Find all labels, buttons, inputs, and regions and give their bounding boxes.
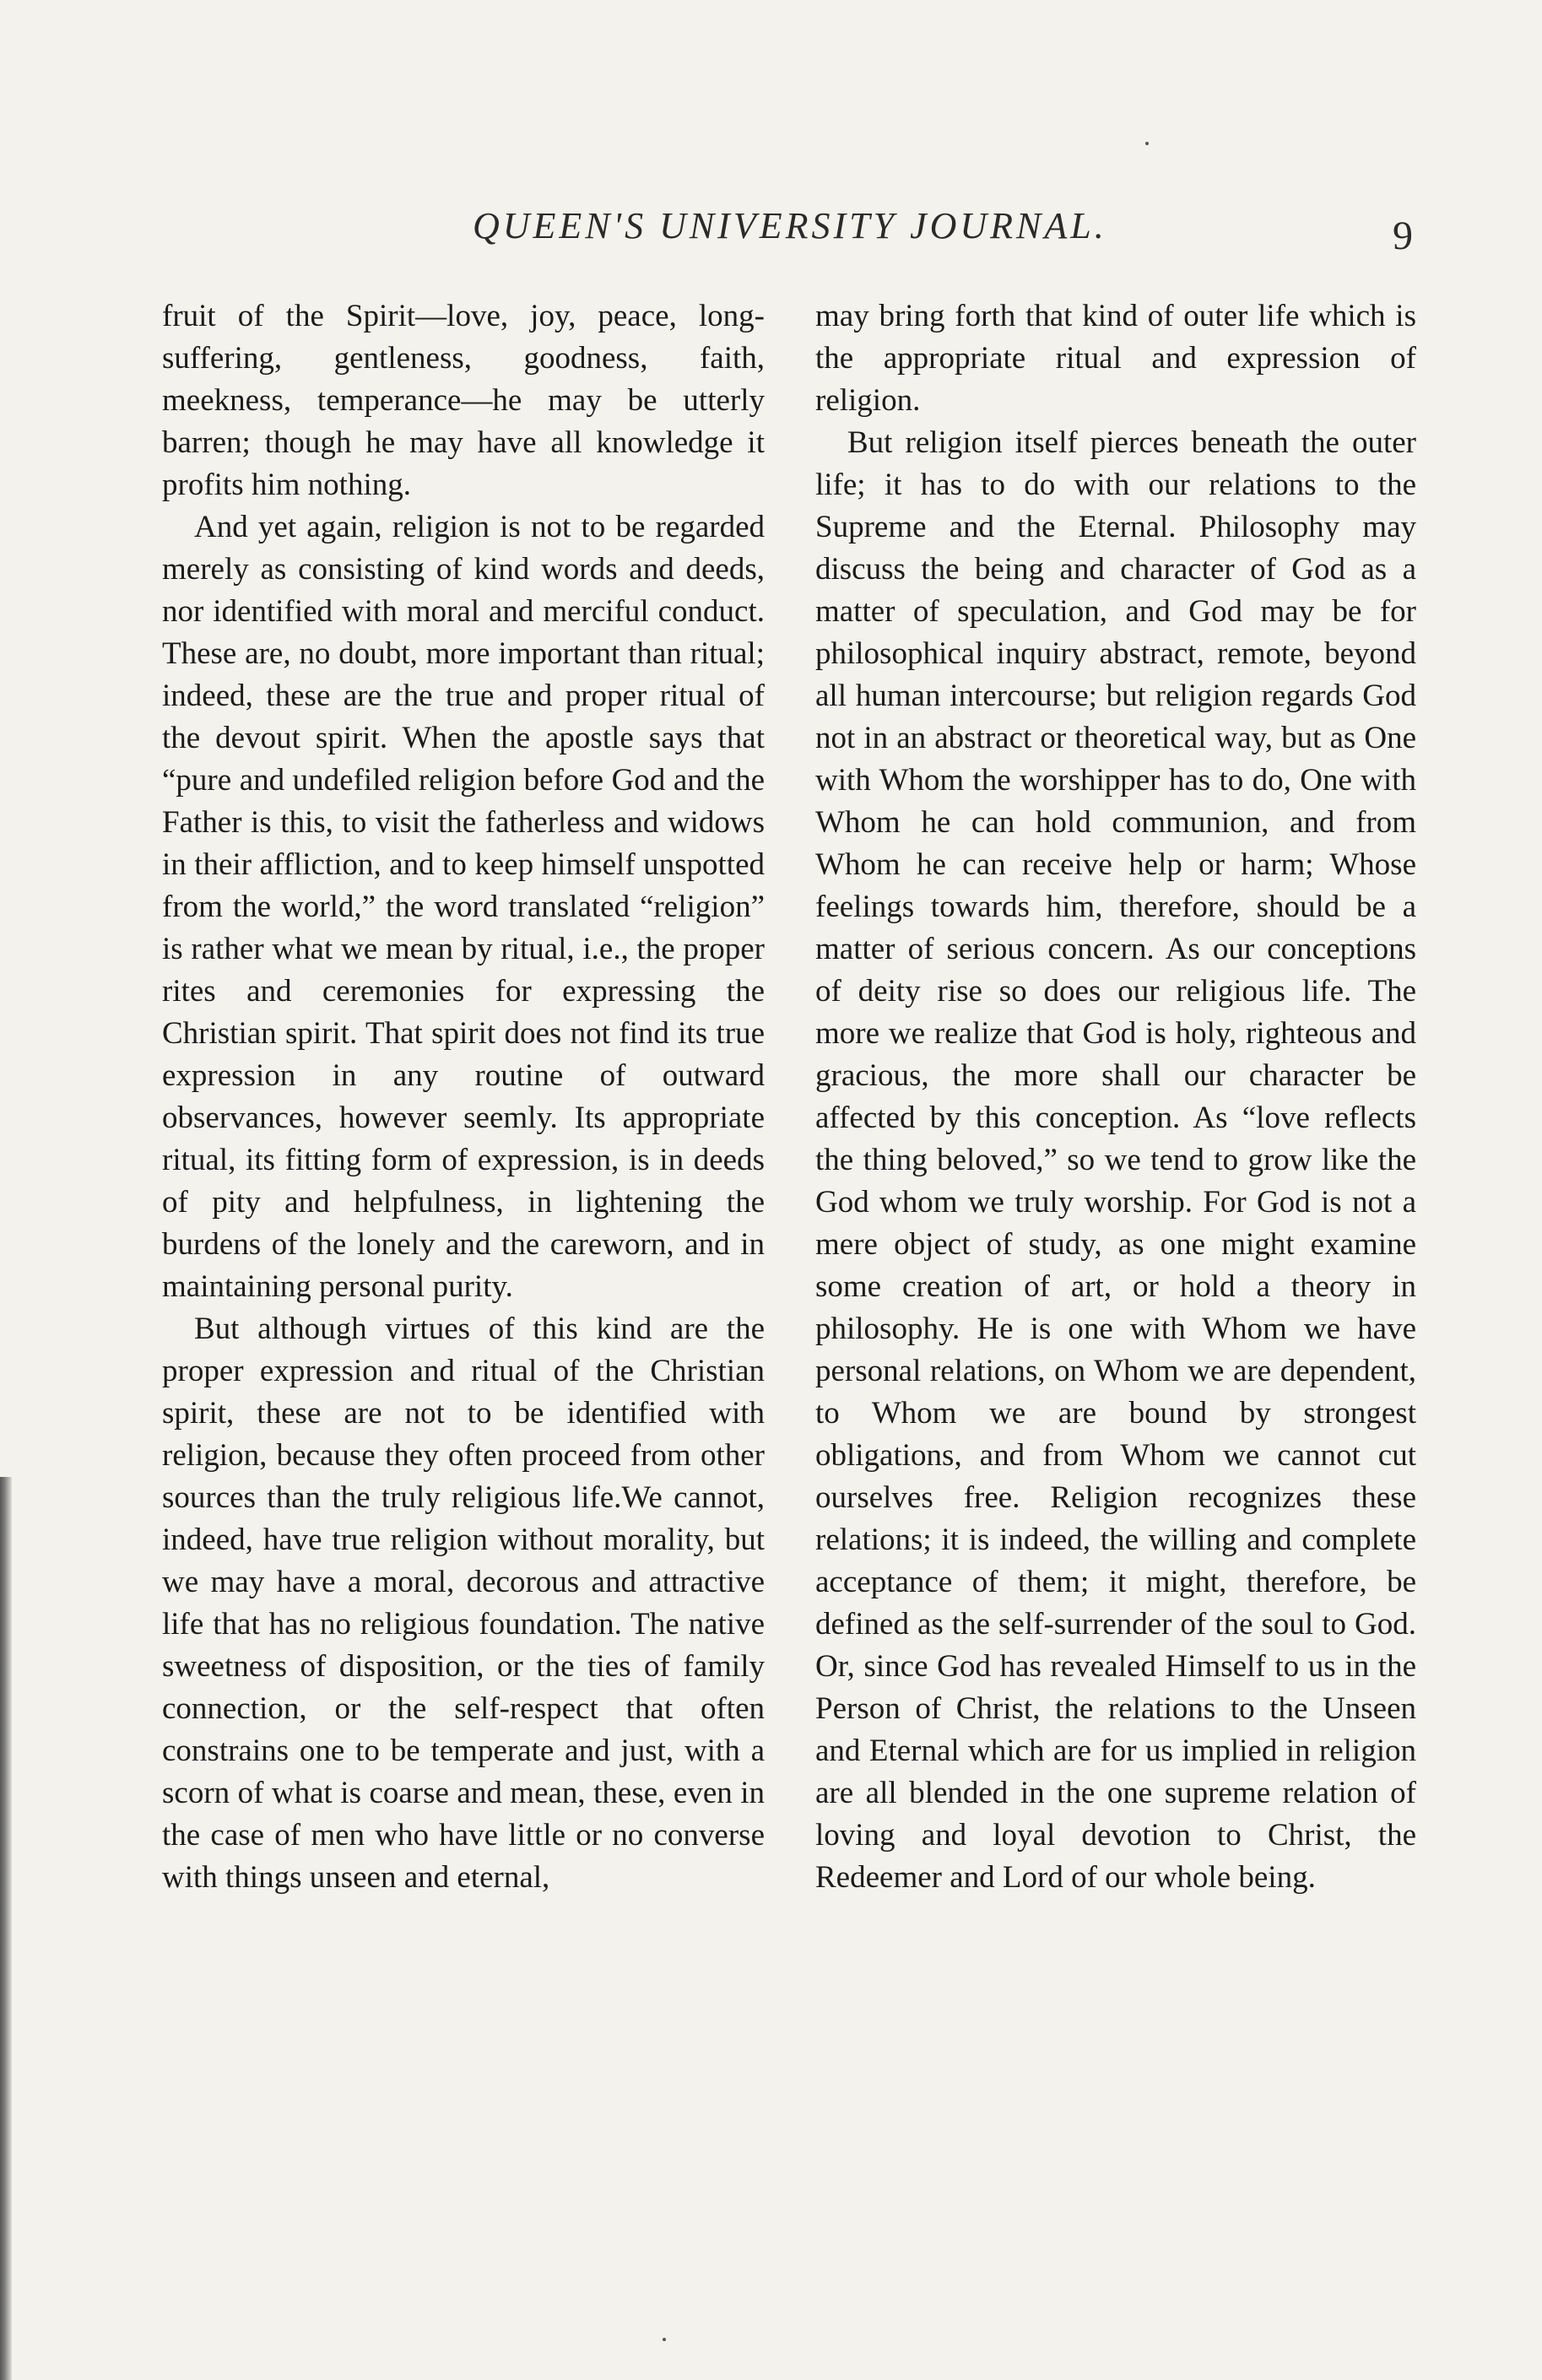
paragraph: But although virtues of this kind are the proper expression and ritual of the Christian spirit, these are not to be identified with religion, because they often proceed from other sources than the truly religious life.We cannot, indeed, have true religion without morality, but we may have a moral, decorous and attractive life that has no religious foundation. The native sweetness of disposition, or the ties of family connection, or the self-respect that often constrains one to be temperate and just, with a scorn of what is coarse and mean, these, even in the case of men who have little or no converse with things unseen and eternal, — [162, 1312, 765, 1895]
dust-speck — [1145, 142, 1149, 145]
paragraph: And yet again, religion is not to be regarded merely as consisting of kind words and deeds, nor identified with moral and merciful conduct. These are, no doubt, more important than ritual; indeed, these are the true and proper ritual of the devout spirit. When the apostle says that “pure and undefiled religion before God and the Father is this, to visit the fatherless and widows in their affliction, and to keep himself unspotted from the world,” the word translated “religion” is rather what we mean by ritual, i.e., the proper rites and ceremonies for expressing the Christian spirit. That spirit does not find its true expression in any routine of outward observances, however seemly. Its appropriate ritual, its fitting form of expression, is in deeds of pity and helpfulness, in lightening the burdens of the lonely and the careworn, and in maintaining personal purity. — [162, 510, 765, 1304]
left-column — [162, 295, 765, 1899]
paragraph: But religion itself pierces beneath the outer life; it has to do with our relations to the Supreme and the Eternal. Philosophy may discuss the being and character of God as a matter of speculation, and God may be for philosophical inquiry abstract, remote, beyond all human intercourse; but religion regards God not in an abstract or theoretical way, but as One with Whom the worshipper has to do, One with Whom he can hold communion, and from Whom he can receive help or harm; Whose feelings towards him, therefore, should be a matter of serious concern. As our conceptions of deity rise so does our religious life. The more we realize that God is holy, righteous and gracious, the more shall our character be affected by this conception. As “love reflects the thing beloved,” so we tend to grow like the God whom we truly worship. For God is not a mere object of study, as one might examine some creation of art, or hold a theory in philosophy. He is one with Whom we have personal relations, on Whom we are dependent, to Whom we are bound by strongest obligations, and from Whom we cannot cut ourselves free. Religion recognizes these relations; it is indeed, the willing and complete acceptance of them; it might, therefore, be defined as the self-surrender of the soul to God. Or, since God has revealed Himself to us in the Person of Christ, the relations to the Unseen and Eternal which are for us implied in religion are all blended in the one supreme relation of loving and loyal devotion to Christ, the Redeemer and Lord of our whole being. — [815, 425, 1416, 1895]
binding-edge-shadow — [0, 1477, 12, 2380]
page-number: 9 — [1393, 214, 1413, 258]
right-column — [815, 295, 1416, 1899]
dust-speck — [663, 2338, 666, 2341]
running-title: QUEEN'S UNIVERSITY JOURNAL. — [473, 205, 1107, 246]
paragraph: fruit of the Spirit—love, joy, peace, long-suffering, gentleness, goodness, faith, meekness, temperance—he may be utterly barren; though he may have all knowledge it profits him nothing. — [162, 299, 765, 502]
paragraph: may bring forth that kind of outer life which is the appropriate ritual and expression of religion. — [815, 299, 1416, 418]
